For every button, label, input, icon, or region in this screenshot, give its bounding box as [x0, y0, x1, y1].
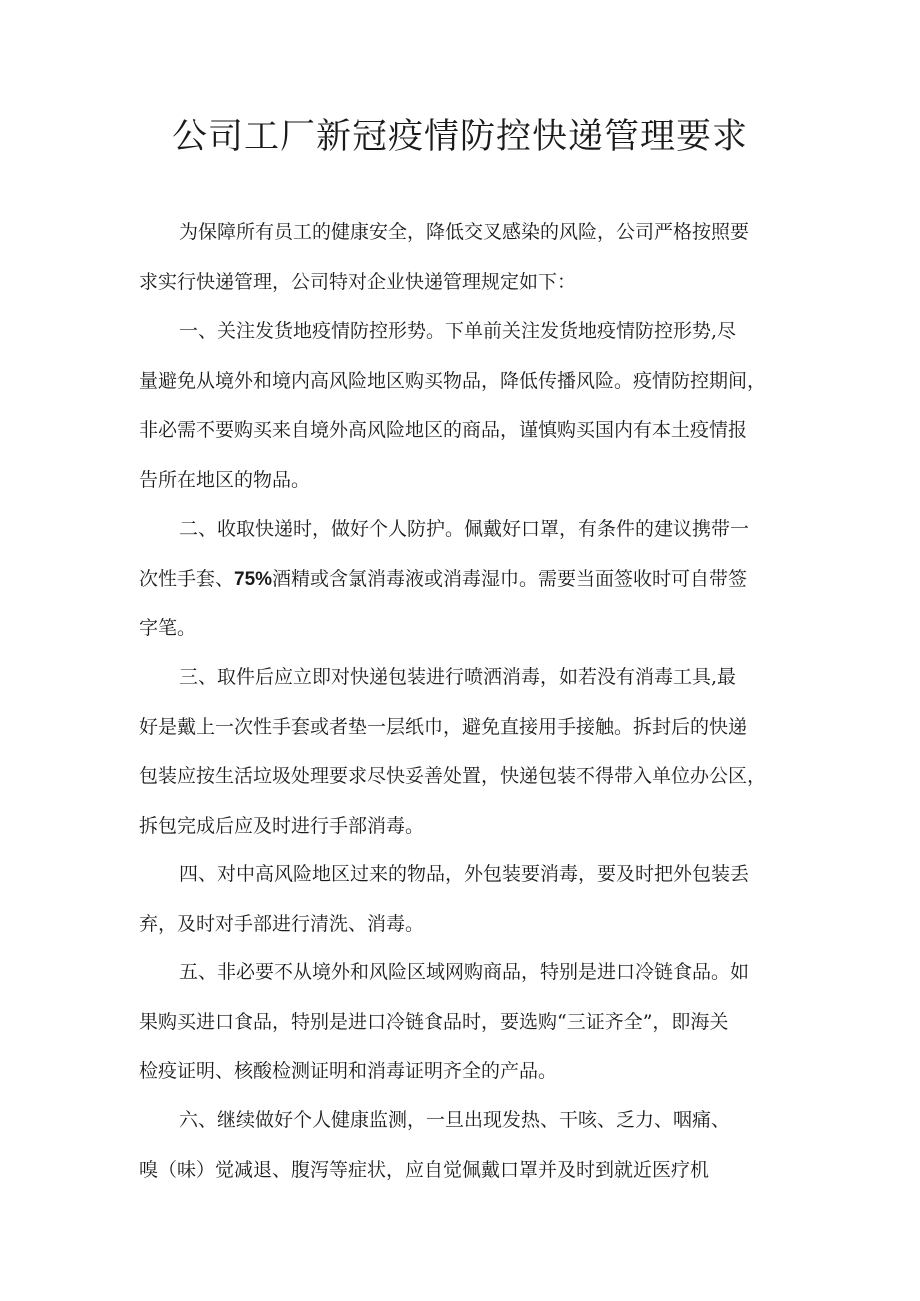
paragraph-line: 量避免从境外和境内高风险地区购买物品，降低传播风险。疫情防控期间，	[139, 369, 767, 392]
paragraph-line: 果购买进口食品，特别是进口冷链食品时，要选购“三证齐全”，即海关	[139, 1010, 729, 1033]
paragraph-line: 四、对中高风险地区过来的物品，外包装要消毒，要及时把外包装丢	[179, 863, 750, 885]
paragraph-line: 一、关注发货地疫情防控形势。下单前关注发货地疫情防控形势,尽	[179, 320, 737, 342]
rule-5-paragraph	[139, 948, 789, 1097]
paragraph-line: 三、取件后应立即对快递包装进行喷洒消毒，如若没有消毒工具,最	[179, 666, 737, 688]
paragraph-line: 包装应按生活垃圾处理要求尽快妥善处置，快递包装不得带入单位办公区，	[139, 765, 767, 787]
paragraph-line: 嗅（味）觉减退、腹泻等症状，应自觉佩戴口罩并及时到就近医疗机	[139, 1158, 710, 1181]
paragraph-line: 五、非必要不从境外和风险区域网购商品，特别是进口冷链食品。如	[179, 961, 750, 983]
paragraph-line	[139, 555, 789, 605]
intro-paragraph	[139, 208, 789, 307]
alcohol-percentage: 75%	[234, 568, 273, 590]
paragraph-line: 为保障所有员工的健康安全，降低交叉感染的风险，公司严格按照要	[179, 221, 750, 243]
paragraph-line: 六、继续做好个人健康监测，一旦出现发热、干咳、乏力、咽痛、	[179, 1109, 731, 1131]
paragraph-line: 告所在地区的物品。	[139, 468, 311, 491]
paragraph-line: 非必需不要购买来自境外高风险地区的商品，谨慎购买国内有本土疫情报	[139, 419, 748, 441]
paragraph-line: 检疫证明、核酸检测证明和消毒证明齐全的产品。	[139, 1060, 558, 1082]
rule-1-paragraph	[139, 307, 789, 505]
document-title: 公司工厂新冠疫情防控快递管理要求	[171, 117, 748, 157]
paragraph-line: 好是戴上一次性手套或者垫一层纸巾，避免直接用手接触。拆封后的快递	[139, 715, 748, 738]
paragraph-line: 字笔。	[139, 617, 197, 639]
paragraph-text: 酒精或含氯消毒液或消毒湿巾。需要当面签收时可自带签	[272, 567, 748, 590]
paragraph-line: 求实行快递管理，公司特对企业快递管理规定如下：	[139, 270, 577, 293]
paragraph-text: 次性手套、	[139, 567, 235, 590]
paragraph-line: 弃，及时对手部进行清洗、消毒。	[139, 912, 425, 935]
rule-3-paragraph	[139, 653, 789, 851]
paragraph-line: 拆包完成后应及时进行手部消毒。	[139, 814, 425, 837]
rule-4-paragraph	[139, 850, 789, 949]
rule-6-paragraph	[139, 1096, 789, 1195]
paragraph-line: 二、收取快递时，做好个人防护。佩戴好口罩，有条件的建议携带一	[179, 518, 750, 540]
rule-2-paragraph	[139, 505, 789, 654]
